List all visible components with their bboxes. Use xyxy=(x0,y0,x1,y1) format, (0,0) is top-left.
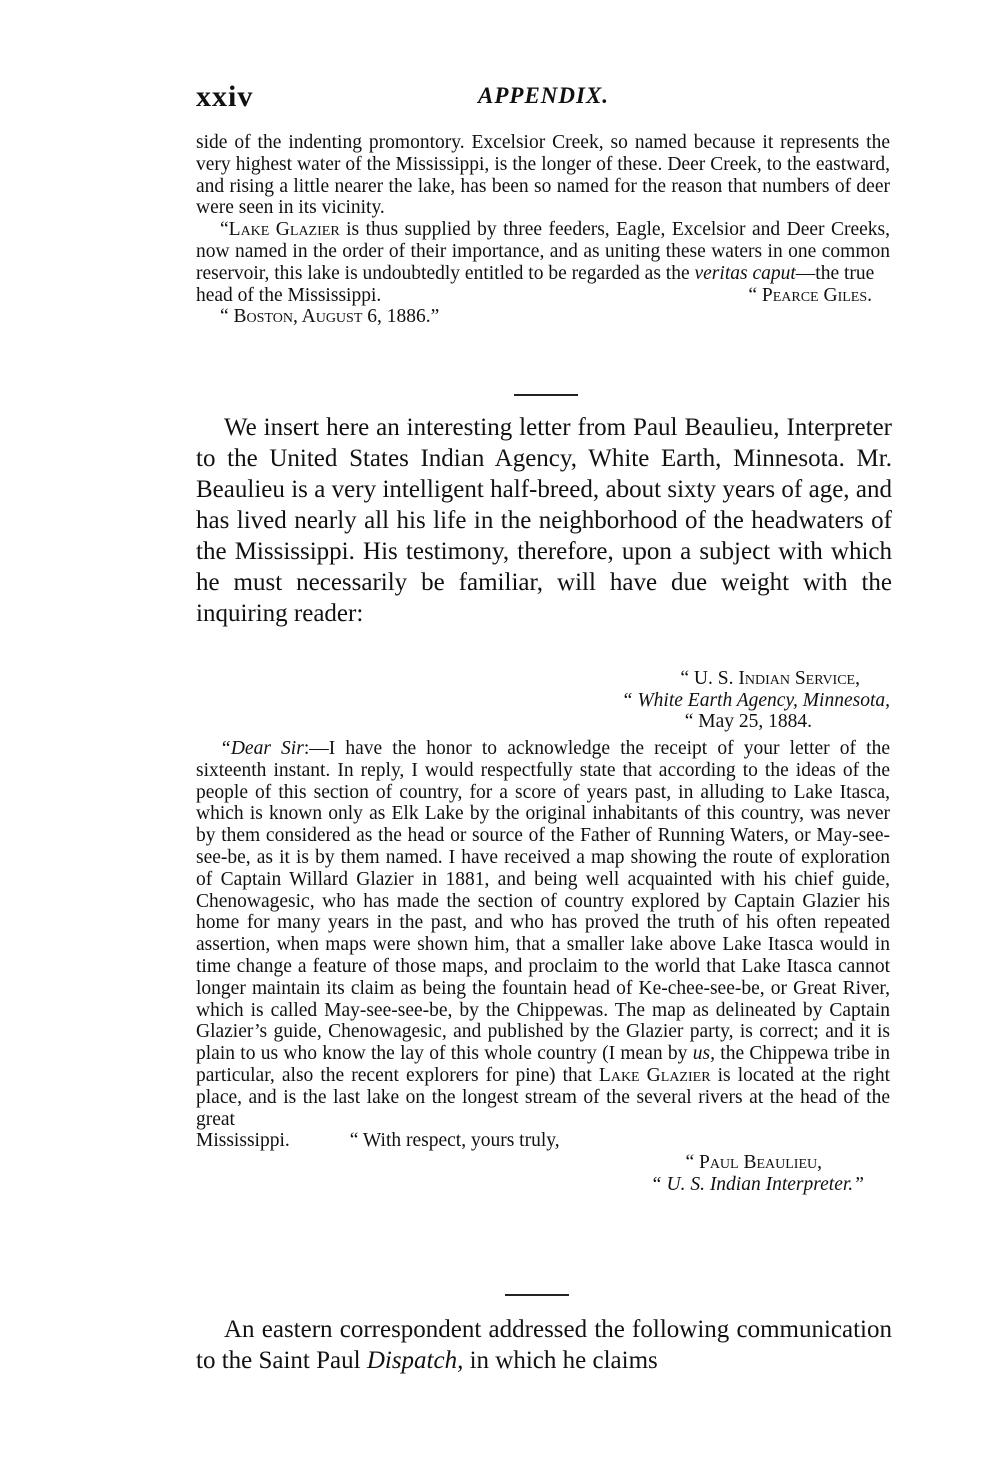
dateline: “ Boston, August 6, 1886.” xyxy=(220,306,440,328)
newspaper-name: Dispatch, xyxy=(366,1347,464,1374)
section-rule xyxy=(514,394,578,396)
paragraph-text: is thus supplied by three feeders, Eagle, Excelsior and Deer Creeks, now named in the order of their importance, and as uniting these waters in one common reservoir, this lake is undoubtedly entitled to be regarded as the xyxy=(196,219,890,284)
letter-text-1: I have the honor to acknowledge the receipt of your letter of the sixteenth instant. In reply, I would respectfully state that according to the ideas of the people of this section of country, for a score of years past, in alluding to Lake Itasca, which is known only as Elk Lake by the original inhabitants of this country, was never by them considered as the head or source of the Father of Running Waters, or May-see-see-be, as it is by them named. I have received a map showing the route of exploration of Captain Willard Glazier in 1881, and being well acquainted with his chief guide, Chenowagesic, who has made the section of country explored by Captain Glazier his home for many years in the past, and who has proved the truth of his often repeated assertion, when maps were shown him, that a smaller lake above Lake Itasca would in time change a feature of those maps, and proclaim to the world that Lake Itasca cannot longer maintain its claim as being the fountain head of Ke-chee-see-be, or Great River, which is called May-see-see-be, by the Chippewas. The map as delineated by Captain Glazier’s guide, Chenowagesic, and published by the Glazier party, is correct; and it is plain to us who know the lay of this whole country (I mean by xyxy=(196,738,890,1065)
bottom-paragraph xyxy=(196,1314,892,1376)
salutation: “Dear Sir xyxy=(220,738,304,759)
intro-paragraph xyxy=(196,412,892,629)
address-line-2: “ White Earth Agency, Minnesota, xyxy=(621,689,890,711)
open-quote: “ xyxy=(220,219,229,241)
section-rule-2 xyxy=(505,1294,569,1296)
signature: “ Pearce Giles. xyxy=(748,284,872,306)
letter-body xyxy=(196,738,890,1196)
letter-lake-name: Lake Glazier xyxy=(598,1064,711,1086)
page-number: xxiv xyxy=(196,80,254,113)
page-header xyxy=(196,80,890,116)
continued-paragraph: side of the indenting promontory. Excelsior Creek, so named because it represents the very highest water of the Mississippi, is the longer of these. Deer Creek, to the eastward, and rising a little nearer the lake, has been so named for the reason that numbers of deer were seen in its vicinity. xyxy=(196,132,890,219)
intro-text: We insert here an interesting letter from Paul Beaulieu, Interpreter to the United States Indian Agency, White Earth, Minnesota. Mr. Beaulieu is a very intelligent half-breed, about sixty years of age, and has lived nearly all his life in the neighborhood of the headwaters of the Mississippi. His testimony, therefore, upon a subject with which he must necessarily be familiar, will have due weight with the inquiring reader: xyxy=(196,414,892,627)
letter-paragraph xyxy=(196,738,890,1130)
top-section xyxy=(196,132,890,328)
address-line-3: “ May 25, 1884. xyxy=(684,711,812,732)
lake-glazier-paragraph xyxy=(196,219,890,284)
signature-name: “ Paul Beaulieu, xyxy=(685,1152,822,1174)
bottom-text: An eastern correspondent addressed the following communication to the Saint Paul Dispatch, in which he claims xyxy=(196,1316,892,1374)
address-line-1: “ U. S. Indian Service, xyxy=(680,668,860,689)
letter-text-2: the Chippewa tribe in particular, also the recent explorers for pine) that xyxy=(196,1043,890,1086)
lake-name: Lake Glazier xyxy=(228,219,340,241)
letter-emphasis: us, xyxy=(692,1043,715,1065)
closing: “ With respect, yours truly, xyxy=(349,1130,560,1152)
letter-text-3: is located at the right place, and is the last lake on the longest stream of the several rivers at the head of the great xyxy=(196,1064,890,1130)
latin-phrase: veritas caput xyxy=(694,262,796,284)
running-head: APPENDIX. xyxy=(478,83,610,108)
paragraph-text-end: —the true xyxy=(795,262,875,284)
signature-line xyxy=(196,285,890,307)
signature-title: “ U. S. Indian Interpreter.” xyxy=(650,1173,864,1195)
closing-left: Mississippi. xyxy=(196,1130,290,1152)
salutation-dash: :— xyxy=(303,738,329,759)
last-line: head of the Mississippi. xyxy=(196,284,382,306)
letter-address xyxy=(430,668,890,733)
closing-line xyxy=(196,1130,890,1152)
